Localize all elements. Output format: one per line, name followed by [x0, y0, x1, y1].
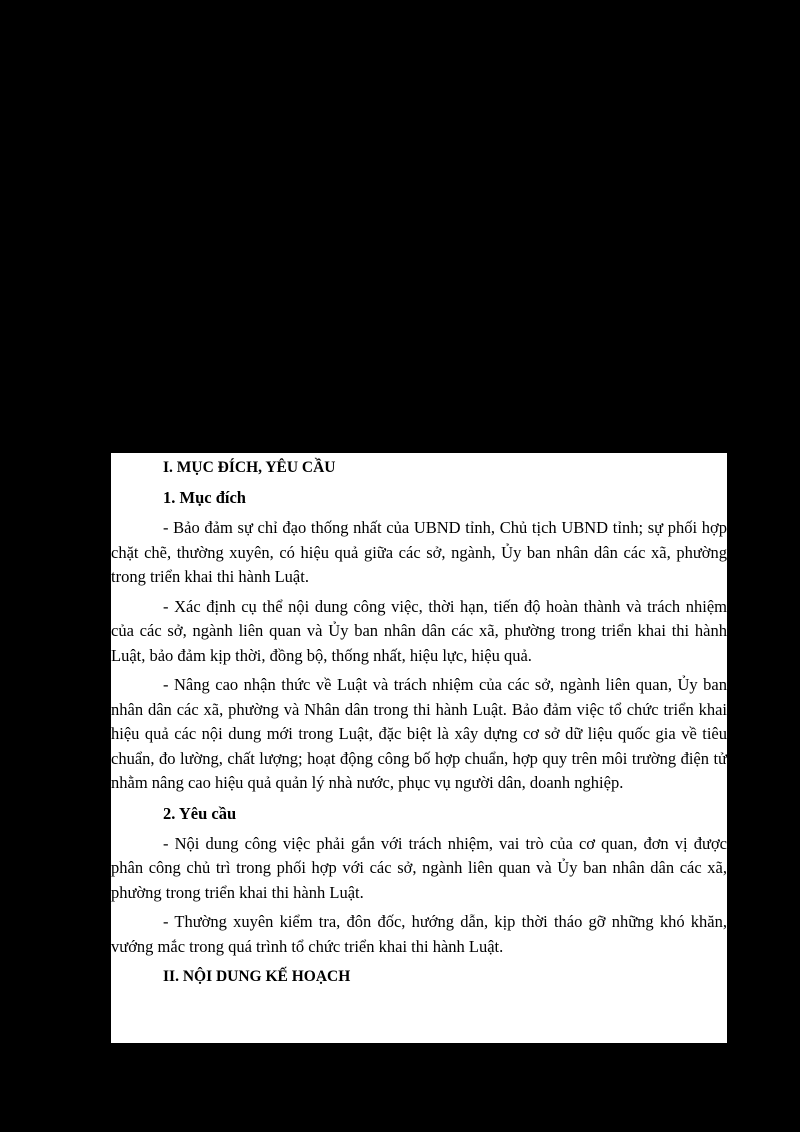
section-1-heading: I. MỤC ĐÍCH, YÊU CẦU: [163, 459, 336, 476]
paragraph: - Nâng cao nhận thức về Luật và trách nhiệm của các sở, ngành liên quan, Ủy ban nhân dân các xã, phường và Nhân dân trong thi hành Luật. Bảo đảm việc tổ chức triển khai hiệu quả các nội dung mới trong Luật, đặc biệt là xây dựng cơ sở dữ liệu quốc gia về tiêu chuẩn, đo lường, chất lượng; hoạt động công bố hợp chuẩn, hợp quy trên môi trường điện tử nhằm nâng cao hiệu quả quản lý nhà nước, phục vụ người dân, doanh nghiệp.: [111, 675, 727, 792]
paragraph: - Xác định cụ thể nội dung công việc, thời hạn, tiến độ hoàn thành và trách nhiệm của các sở, ngành liên quan và Ủy ban nhân dân các xã, phường trong triển khai thi hành Luật, bảo đảm kịp thời, đồng bộ, thống nhất, hiệu lực, hiệu quả.: [111, 596, 727, 665]
paragraph: - Thường xuyên kiểm tra, đôn đốc, hướng dẫn, kịp thời tháo gỡ những khó khăn, vướng mắc trong quá trình tổ chức triển khai thi hành Luật.: [111, 912, 727, 956]
paragraph: - Nội dung công việc phải gắn với trách nhiệm, vai trò của cơ quan, đơn vị được phân công chủ trì trong phối hợp với các sở, ngành liên quan và Ủy ban nhân dân các xã, phường trong triển khai thi hành Luật.: [111, 833, 727, 902]
subsection-purpose-heading: 1. Mục đích: [163, 488, 246, 507]
subsection-requirements-heading: 2. Yêu cầu: [163, 803, 237, 823]
document-page: [111, 453, 727, 1043]
paragraph: - Bảo đảm sự chỉ đạo thống nhất của UBND tỉnh, Chủ tịch UBND tỉnh; sự phối hợp chặt chẽ, thường xuyên, có hiệu quả giữa các sở, ngành, Ủy ban nhân dân các xã, phường trong triển khai thi hành Luật.: [111, 518, 727, 586]
section-2-heading: II. NỘI DUNG KẾ HOẠCH: [163, 968, 351, 985]
